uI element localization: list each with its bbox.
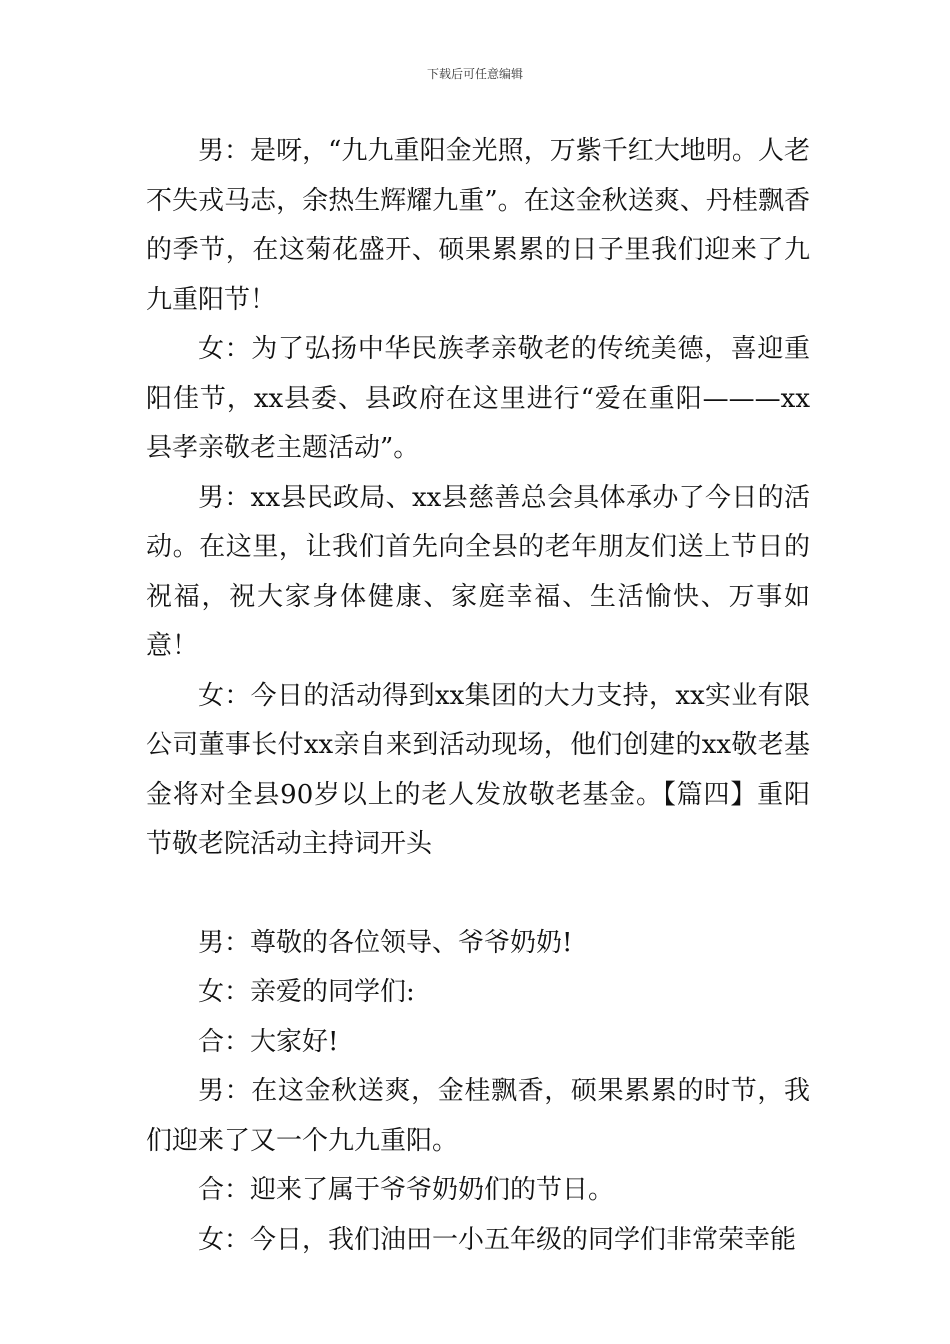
paragraph-4: 女：今日的活动得到xx集团的大力支持，xx实业有限公司董事长付xx亲自来到活动现场，他们创建的xx敬老基金将对全县90岁以上的老人发放敬老基金。【篇四】重阳节敬老院活动主持词开头 bbox=[146, 680, 810, 859]
document-body bbox=[146, 127, 810, 1265]
paragraph-9: 合：迎来了属于爷爷奶奶们的节日。 bbox=[198, 1175, 615, 1205]
paragraph-10: 女：今日，我们油田一小五年级的同学们非常荣幸能 bbox=[198, 1224, 797, 1255]
paragraph-7: 合：大家好! bbox=[198, 1026, 339, 1057]
section-break bbox=[146, 870, 810, 919]
paragraph-6: 女：亲爱的同学们: bbox=[198, 977, 415, 1007]
paragraph-8: 男：在这金秋送爽，金桂飘香，硕果累累的时节，我们迎来了又一个九九重阳。 bbox=[146, 1076, 810, 1156]
paragraph-1: 男：是呀，“九九重阳金光照，万紫千红大地明。人老不失戎马志，余热生辉耀九重”。在这金秋送爽、丹桂飘香的季节，在这菊花盛开、硕果累累的日子里我们迎来了九九重阳节！ bbox=[146, 136, 810, 315]
paragraph-3: 男：xx县民政局、xx县慈善总会具体承办了今日的活动。在这里，让我们首先向全县的老年朋友们送上节日的祝福，祝大家身体健康、家庭幸福、生活愉快、万事如意！ bbox=[146, 482, 810, 661]
paragraph-5: 男：尊敬的各位领导、爷爷奶奶! bbox=[198, 927, 573, 958]
paragraph-2: 女：为了弘扬中华民族孝亲敬老的传统美德，喜迎重阳佳节，xx县委、县政府在这里进行“爱在重阳———xx县孝亲敬老主题活动”。 bbox=[146, 334, 810, 463]
page-header: 下载后可任意编辑 bbox=[426, 67, 523, 81]
